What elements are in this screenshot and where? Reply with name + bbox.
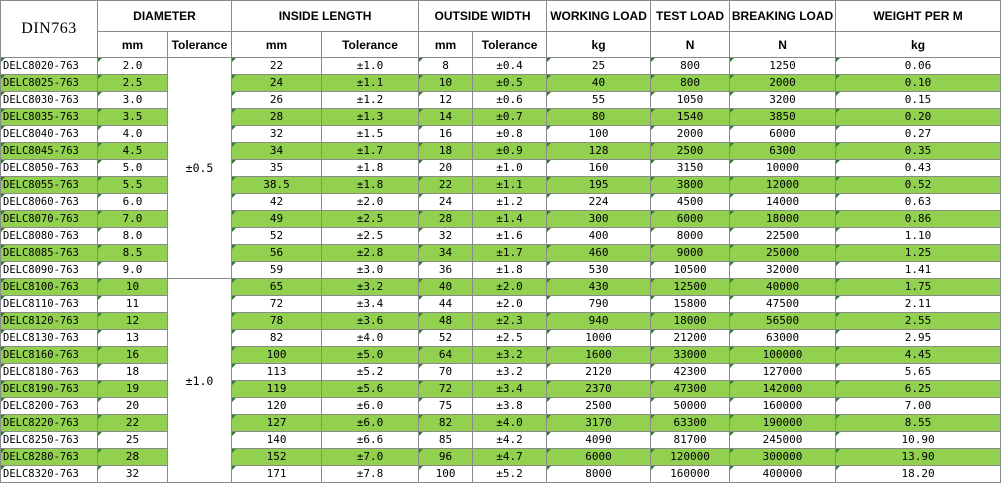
inside-length-tolerance-cell: ±7.8 bbox=[322, 466, 419, 483]
header-test-load: TEST LOAD bbox=[651, 1, 730, 32]
outside-width-cell: 22 bbox=[419, 177, 473, 194]
code-cell: DELC8060-763 bbox=[1, 194, 98, 211]
weight-cell: 0.43 bbox=[836, 160, 1001, 177]
working-load-cell: 2120 bbox=[547, 364, 651, 381]
inside-length-tolerance-cell: ±2.5 bbox=[322, 211, 419, 228]
inside-length-tolerance-cell: ±4.0 bbox=[322, 330, 419, 347]
code-cell: DELC8040-763 bbox=[1, 126, 98, 143]
outside-width-cell: 82 bbox=[419, 415, 473, 432]
weight-cell: 1.75 bbox=[836, 279, 1001, 296]
test-load-cell: 1050 bbox=[651, 92, 730, 109]
inside-length-cell: 127 bbox=[232, 415, 322, 432]
outside-width-cell: 85 bbox=[419, 432, 473, 449]
outside-width-tolerance-cell: ±4.0 bbox=[473, 415, 547, 432]
breaking-load-cell: 160000 bbox=[730, 398, 836, 415]
breaking-load-cell: 12000 bbox=[730, 177, 836, 194]
outside-width-tolerance-cell: ±1.2 bbox=[473, 194, 547, 211]
weight-cell: 0.86 bbox=[836, 211, 1001, 228]
code-cell: DELC8190-763 bbox=[1, 381, 98, 398]
inside-length-cell: 22 bbox=[232, 58, 322, 75]
test-load-cell: 2000 bbox=[651, 126, 730, 143]
inside-length-cell: 49 bbox=[232, 211, 322, 228]
diameter-cell: 3.0 bbox=[98, 92, 168, 109]
outside-width-tolerance-cell: ±0.5 bbox=[473, 75, 547, 92]
outside-width-cell: 48 bbox=[419, 313, 473, 330]
diameter-cell: 11 bbox=[98, 296, 168, 313]
outside-width-cell: 24 bbox=[419, 194, 473, 211]
unit-header-test-load-n: N bbox=[651, 32, 730, 58]
inside-length-cell: 119 bbox=[232, 381, 322, 398]
table-row bbox=[1, 194, 1001, 211]
inside-length-tolerance-cell: ±5.6 bbox=[322, 381, 419, 398]
test-load-cell: 6000 bbox=[651, 211, 730, 228]
breaking-load-cell: 400000 bbox=[730, 466, 836, 483]
table-row bbox=[1, 75, 1001, 92]
breaking-load-cell: 1250 bbox=[730, 58, 836, 75]
inside-length-tolerance-cell: ±2.5 bbox=[322, 228, 419, 245]
breaking-load-cell: 2000 bbox=[730, 75, 836, 92]
inside-length-cell: 171 bbox=[232, 466, 322, 483]
table-row bbox=[1, 126, 1001, 143]
test-load-cell: 50000 bbox=[651, 398, 730, 415]
code-cell: DELC8090-763 bbox=[1, 262, 98, 279]
working-load-cell: 128 bbox=[547, 143, 651, 160]
table-row bbox=[1, 58, 1001, 75]
outside-width-cell: 14 bbox=[419, 109, 473, 126]
code-cell: DELC8045-763 bbox=[1, 143, 98, 160]
outside-width-tolerance-cell: ±0.4 bbox=[473, 58, 547, 75]
test-load-cell: 42300 bbox=[651, 364, 730, 381]
code-cell: DELC8080-763 bbox=[1, 228, 98, 245]
breaking-load-cell: 6000 bbox=[730, 126, 836, 143]
inside-length-tolerance-cell: ±1.2 bbox=[322, 92, 419, 109]
weight-cell: 0.52 bbox=[836, 177, 1001, 194]
group-header-row bbox=[1, 1, 1001, 32]
code-cell: DELC8020-763 bbox=[1, 58, 98, 75]
test-load-cell: 10500 bbox=[651, 262, 730, 279]
code-cell: DELC8220-763 bbox=[1, 415, 98, 432]
working-load-cell: 80 bbox=[547, 109, 651, 126]
working-load-cell: 40 bbox=[547, 75, 651, 92]
diameter-cell: 3.5 bbox=[98, 109, 168, 126]
unit-header-width-tolerance: Tolerance bbox=[473, 32, 547, 58]
test-load-cell: 1540 bbox=[651, 109, 730, 126]
breaking-load-cell: 56500 bbox=[730, 313, 836, 330]
test-load-cell: 21200 bbox=[651, 330, 730, 347]
outside-width-tolerance-cell: ±2.0 bbox=[473, 279, 547, 296]
outside-width-tolerance-cell: ±1.4 bbox=[473, 211, 547, 228]
breaking-load-cell: 100000 bbox=[730, 347, 836, 364]
table-row bbox=[1, 347, 1001, 364]
diameter-cell: 4.0 bbox=[98, 126, 168, 143]
unit-header-length-mm: mm bbox=[232, 32, 322, 58]
diameter-cell: 10 bbox=[98, 279, 168, 296]
breaking-load-cell: 22500 bbox=[730, 228, 836, 245]
inside-length-cell: 56 bbox=[232, 245, 322, 262]
inside-length-cell: 152 bbox=[232, 449, 322, 466]
diameter-cell: 16 bbox=[98, 347, 168, 364]
table-row bbox=[1, 279, 1001, 296]
header-inside-length: INSIDE LENGTH bbox=[232, 1, 419, 32]
breaking-load-cell: 190000 bbox=[730, 415, 836, 432]
working-load-cell: 430 bbox=[547, 279, 651, 296]
header-diameter: DIAMETER bbox=[98, 1, 232, 32]
working-load-cell: 6000 bbox=[547, 449, 651, 466]
breaking-load-cell: 25000 bbox=[730, 245, 836, 262]
inside-length-cell: 100 bbox=[232, 347, 322, 364]
code-cell: DELC8050-763 bbox=[1, 160, 98, 177]
code-cell: DELC8030-763 bbox=[1, 92, 98, 109]
diameter-cell: 2.5 bbox=[98, 75, 168, 92]
weight-cell: 0.06 bbox=[836, 58, 1001, 75]
weight-cell: 2.95 bbox=[836, 330, 1001, 347]
working-load-cell: 2500 bbox=[547, 398, 651, 415]
outside-width-tolerance-cell: ±4.2 bbox=[473, 432, 547, 449]
table-row bbox=[1, 109, 1001, 126]
weight-cell: 0.27 bbox=[836, 126, 1001, 143]
diameter-cell: 9.0 bbox=[98, 262, 168, 279]
inside-length-tolerance-cell: ±2.8 bbox=[322, 245, 419, 262]
inside-length-tolerance-cell: ±7.0 bbox=[322, 449, 419, 466]
test-load-cell: 15800 bbox=[651, 296, 730, 313]
inside-length-tolerance-cell: ±1.7 bbox=[322, 143, 419, 160]
diameter-cell: 12 bbox=[98, 313, 168, 330]
table-row bbox=[1, 296, 1001, 313]
outside-width-cell: 12 bbox=[419, 92, 473, 109]
test-load-cell: 4500 bbox=[651, 194, 730, 211]
weight-cell: 18.20 bbox=[836, 466, 1001, 483]
weight-cell: 5.65 bbox=[836, 364, 1001, 381]
table-title: DIN763 bbox=[1, 1, 98, 58]
inside-length-tolerance-cell: ±5.2 bbox=[322, 364, 419, 381]
outside-width-cell: 40 bbox=[419, 279, 473, 296]
test-load-cell: 800 bbox=[651, 75, 730, 92]
inside-length-cell: 113 bbox=[232, 364, 322, 381]
working-load-cell: 3170 bbox=[547, 415, 651, 432]
inside-length-tolerance-cell: ±3.0 bbox=[322, 262, 419, 279]
working-load-cell: 790 bbox=[547, 296, 651, 313]
outside-width-cell: 70 bbox=[419, 364, 473, 381]
working-load-cell: 2370 bbox=[547, 381, 651, 398]
inside-length-cell: 34 bbox=[232, 143, 322, 160]
outside-width-cell: 16 bbox=[419, 126, 473, 143]
code-cell: DELC8085-763 bbox=[1, 245, 98, 262]
test-load-cell: 9000 bbox=[651, 245, 730, 262]
weight-cell: 1.10 bbox=[836, 228, 1001, 245]
outside-width-tolerance-cell: ±0.6 bbox=[473, 92, 547, 109]
outside-width-tolerance-cell: ±0.8 bbox=[473, 126, 547, 143]
working-load-cell: 100 bbox=[547, 126, 651, 143]
unit-header-weight-kg: kg bbox=[836, 32, 1001, 58]
header-weight-per-m: WEIGHT PER M bbox=[836, 1, 1001, 32]
diameter-cell: 20 bbox=[98, 398, 168, 415]
diameter-cell: 5.5 bbox=[98, 177, 168, 194]
inside-length-tolerance-cell: ±1.3 bbox=[322, 109, 419, 126]
table-row bbox=[1, 466, 1001, 483]
header-working-load: WORKING LOAD bbox=[547, 1, 651, 32]
diameter-cell: 2.0 bbox=[98, 58, 168, 75]
inside-length-tolerance-cell: ±3.6 bbox=[322, 313, 419, 330]
outside-width-tolerance-cell: ±2.3 bbox=[473, 313, 547, 330]
breaking-load-cell: 142000 bbox=[730, 381, 836, 398]
breaking-load-cell: 127000 bbox=[730, 364, 836, 381]
breaking-load-cell: 32000 bbox=[730, 262, 836, 279]
inside-length-tolerance-cell: ±1.8 bbox=[322, 177, 419, 194]
test-load-cell: 3150 bbox=[651, 160, 730, 177]
unit-header-diameter-mm: mm bbox=[98, 32, 168, 58]
diameter-cell: 22 bbox=[98, 415, 168, 432]
diameter-cell: 18 bbox=[98, 364, 168, 381]
test-load-cell: 18000 bbox=[651, 313, 730, 330]
diameter-cell: 8.0 bbox=[98, 228, 168, 245]
table-row bbox=[1, 364, 1001, 381]
code-cell: DELC8320-763 bbox=[1, 466, 98, 483]
table-body bbox=[1, 58, 1001, 483]
weight-cell: 4.45 bbox=[836, 347, 1001, 364]
outside-width-tolerance-cell: ±0.7 bbox=[473, 109, 547, 126]
inside-length-cell: 24 bbox=[232, 75, 322, 92]
outside-width-tolerance-cell: ±1.6 bbox=[473, 228, 547, 245]
code-cell: DELC8180-763 bbox=[1, 364, 98, 381]
diameter-cell: 8.5 bbox=[98, 245, 168, 262]
diameter-cell: 13 bbox=[98, 330, 168, 347]
breaking-load-cell: 6300 bbox=[730, 143, 836, 160]
inside-length-tolerance-cell: ±6.6 bbox=[322, 432, 419, 449]
working-load-cell: 4090 bbox=[547, 432, 651, 449]
test-load-cell: 63300 bbox=[651, 415, 730, 432]
weight-cell: 13.90 bbox=[836, 449, 1001, 466]
outside-width-cell: 44 bbox=[419, 296, 473, 313]
weight-cell: 0.15 bbox=[836, 92, 1001, 109]
inside-length-cell: 120 bbox=[232, 398, 322, 415]
weight-cell: 0.35 bbox=[836, 143, 1001, 160]
outside-width-cell: 100 bbox=[419, 466, 473, 483]
test-load-cell: 120000 bbox=[651, 449, 730, 466]
inside-length-cell: 38.5 bbox=[232, 177, 322, 194]
diameter-cell: 25 bbox=[98, 432, 168, 449]
working-load-cell: 1000 bbox=[547, 330, 651, 347]
test-load-cell: 33000 bbox=[651, 347, 730, 364]
working-load-cell: 530 bbox=[547, 262, 651, 279]
inside-length-tolerance-cell: ±1.5 bbox=[322, 126, 419, 143]
outside-width-tolerance-cell: ±3.2 bbox=[473, 364, 547, 381]
outside-width-tolerance-cell: ±2.5 bbox=[473, 330, 547, 347]
inside-length-cell: 140 bbox=[232, 432, 322, 449]
outside-width-tolerance-cell: ±3.4 bbox=[473, 381, 547, 398]
weight-cell: 2.11 bbox=[836, 296, 1001, 313]
inside-length-tolerance-cell: ±6.0 bbox=[322, 415, 419, 432]
weight-cell: 0.20 bbox=[836, 109, 1001, 126]
inside-length-cell: 78 bbox=[232, 313, 322, 330]
unit-header-diameter-tolerance: Tolerance bbox=[168, 32, 232, 58]
weight-cell: 2.55 bbox=[836, 313, 1001, 330]
breaking-load-cell: 47500 bbox=[730, 296, 836, 313]
working-load-cell: 224 bbox=[547, 194, 651, 211]
outside-width-tolerance-cell: ±2.0 bbox=[473, 296, 547, 313]
outside-width-cell: 52 bbox=[419, 330, 473, 347]
table-row bbox=[1, 313, 1001, 330]
inside-length-cell: 65 bbox=[232, 279, 322, 296]
working-load-cell: 300 bbox=[547, 211, 651, 228]
table-row bbox=[1, 160, 1001, 177]
diameter-tolerance-cell: ±1.0 bbox=[168, 279, 232, 483]
weight-cell: 1.41 bbox=[836, 262, 1001, 279]
working-load-cell: 1600 bbox=[547, 347, 651, 364]
inside-length-tolerance-cell: ±1.0 bbox=[322, 58, 419, 75]
outside-width-tolerance-cell: ±0.9 bbox=[473, 143, 547, 160]
outside-width-tolerance-cell: ±1.8 bbox=[473, 262, 547, 279]
table-row bbox=[1, 143, 1001, 160]
breaking-load-cell: 63000 bbox=[730, 330, 836, 347]
code-cell: DELC8200-763 bbox=[1, 398, 98, 415]
weight-cell: 10.90 bbox=[836, 432, 1001, 449]
outside-width-tolerance-cell: ±4.7 bbox=[473, 449, 547, 466]
table-row bbox=[1, 245, 1001, 262]
inside-length-tolerance-cell: ±3.4 bbox=[322, 296, 419, 313]
weight-cell: 6.25 bbox=[836, 381, 1001, 398]
code-cell: DELC8035-763 bbox=[1, 109, 98, 126]
breaking-load-cell: 40000 bbox=[730, 279, 836, 296]
breaking-load-cell: 18000 bbox=[730, 211, 836, 228]
working-load-cell: 940 bbox=[547, 313, 651, 330]
outside-width-cell: 72 bbox=[419, 381, 473, 398]
inside-length-tolerance-cell: ±6.0 bbox=[322, 398, 419, 415]
code-cell: DELC8250-763 bbox=[1, 432, 98, 449]
outside-width-cell: 8 bbox=[419, 58, 473, 75]
inside-length-tolerance-cell: ±2.0 bbox=[322, 194, 419, 211]
diameter-cell: 6.0 bbox=[98, 194, 168, 211]
table-row bbox=[1, 415, 1001, 432]
diameter-tolerance-cell: ±0.5 bbox=[168, 58, 232, 279]
table-row bbox=[1, 449, 1001, 466]
table-row bbox=[1, 398, 1001, 415]
inside-length-tolerance-cell: ±3.2 bbox=[322, 279, 419, 296]
diameter-cell: 7.0 bbox=[98, 211, 168, 228]
working-load-cell: 55 bbox=[547, 92, 651, 109]
working-load-cell: 25 bbox=[547, 58, 651, 75]
inside-length-tolerance-cell: ±1.8 bbox=[322, 160, 419, 177]
table-row bbox=[1, 262, 1001, 279]
outside-width-cell: 32 bbox=[419, 228, 473, 245]
outside-width-cell: 28 bbox=[419, 211, 473, 228]
breaking-load-cell: 14000 bbox=[730, 194, 836, 211]
inside-length-cell: 72 bbox=[232, 296, 322, 313]
weight-cell: 8.55 bbox=[836, 415, 1001, 432]
table-row bbox=[1, 228, 1001, 245]
outside-width-cell: 18 bbox=[419, 143, 473, 160]
test-load-cell: 8000 bbox=[651, 228, 730, 245]
weight-cell: 1.25 bbox=[836, 245, 1001, 262]
breaking-load-cell: 300000 bbox=[730, 449, 836, 466]
diameter-cell: 5.0 bbox=[98, 160, 168, 177]
breaking-load-cell: 10000 bbox=[730, 160, 836, 177]
test-load-cell: 800 bbox=[651, 58, 730, 75]
inside-length-cell: 52 bbox=[232, 228, 322, 245]
diameter-cell: 4.5 bbox=[98, 143, 168, 160]
inside-length-tolerance-cell: ±1.1 bbox=[322, 75, 419, 92]
code-cell: DELC8110-763 bbox=[1, 296, 98, 313]
weight-cell: 0.63 bbox=[836, 194, 1001, 211]
unit-header-length-tolerance: Tolerance bbox=[322, 32, 419, 58]
outside-width-cell: 36 bbox=[419, 262, 473, 279]
outside-width-tolerance-cell: ±1.0 bbox=[473, 160, 547, 177]
inside-length-cell: 59 bbox=[232, 262, 322, 279]
unit-header-breaking-load-n: N bbox=[730, 32, 836, 58]
outside-width-tolerance-cell: ±1.1 bbox=[473, 177, 547, 194]
inside-length-cell: 35 bbox=[232, 160, 322, 177]
breaking-load-cell: 245000 bbox=[730, 432, 836, 449]
working-load-cell: 460 bbox=[547, 245, 651, 262]
diameter-cell: 19 bbox=[98, 381, 168, 398]
code-cell: DELC8160-763 bbox=[1, 347, 98, 364]
diameter-cell: 28 bbox=[98, 449, 168, 466]
outside-width-cell: 10 bbox=[419, 75, 473, 92]
weight-cell: 7.00 bbox=[836, 398, 1001, 415]
outside-width-tolerance-cell: ±1.7 bbox=[473, 245, 547, 262]
code-cell: DELC8025-763 bbox=[1, 75, 98, 92]
inside-length-cell: 28 bbox=[232, 109, 322, 126]
unit-header-width-mm: mm bbox=[419, 32, 473, 58]
working-load-cell: 160 bbox=[547, 160, 651, 177]
outside-width-cell: 64 bbox=[419, 347, 473, 364]
test-load-cell: 2500 bbox=[651, 143, 730, 160]
header-outside-width: OUTSIDE WIDTH bbox=[419, 1, 547, 32]
header-breaking-load: BREAKING LOAD bbox=[730, 1, 836, 32]
diameter-cell: 32 bbox=[98, 466, 168, 483]
table-row bbox=[1, 432, 1001, 449]
table-row bbox=[1, 330, 1001, 347]
inside-length-cell: 32 bbox=[232, 126, 322, 143]
code-cell: DELC8100-763 bbox=[1, 279, 98, 296]
working-load-cell: 8000 bbox=[547, 466, 651, 483]
table-row bbox=[1, 177, 1001, 194]
breaking-load-cell: 3200 bbox=[730, 92, 836, 109]
outside-width-cell: 34 bbox=[419, 245, 473, 262]
inside-length-cell: 42 bbox=[232, 194, 322, 211]
code-cell: DELC8070-763 bbox=[1, 211, 98, 228]
outside-width-cell: 75 bbox=[419, 398, 473, 415]
outside-width-tolerance-cell: ±3.2 bbox=[473, 347, 547, 364]
test-load-cell: 47300 bbox=[651, 381, 730, 398]
working-load-cell: 400 bbox=[547, 228, 651, 245]
code-cell: DELC8120-763 bbox=[1, 313, 98, 330]
inside-length-tolerance-cell: ±5.0 bbox=[322, 347, 419, 364]
working-load-cell: 195 bbox=[547, 177, 651, 194]
weight-cell: 0.10 bbox=[836, 75, 1001, 92]
table-row bbox=[1, 381, 1001, 398]
test-load-cell: 160000 bbox=[651, 466, 730, 483]
outside-width-cell: 20 bbox=[419, 160, 473, 177]
code-cell: DELC8055-763 bbox=[1, 177, 98, 194]
table-row bbox=[1, 92, 1001, 109]
code-cell: DELC8130-763 bbox=[1, 330, 98, 347]
unit-header-row bbox=[1, 32, 1001, 58]
inside-length-cell: 82 bbox=[232, 330, 322, 347]
test-load-cell: 3800 bbox=[651, 177, 730, 194]
unit-header-working-load-kg: kg bbox=[547, 32, 651, 58]
outside-width-tolerance-cell: ±3.8 bbox=[473, 398, 547, 415]
outside-width-tolerance-cell: ±5.2 bbox=[473, 466, 547, 483]
code-cell: DELC8280-763 bbox=[1, 449, 98, 466]
table-row bbox=[1, 211, 1001, 228]
inside-length-cell: 26 bbox=[232, 92, 322, 109]
outside-width-cell: 96 bbox=[419, 449, 473, 466]
test-load-cell: 81700 bbox=[651, 432, 730, 449]
test-load-cell: 12500 bbox=[651, 279, 730, 296]
breaking-load-cell: 3850 bbox=[730, 109, 836, 126]
